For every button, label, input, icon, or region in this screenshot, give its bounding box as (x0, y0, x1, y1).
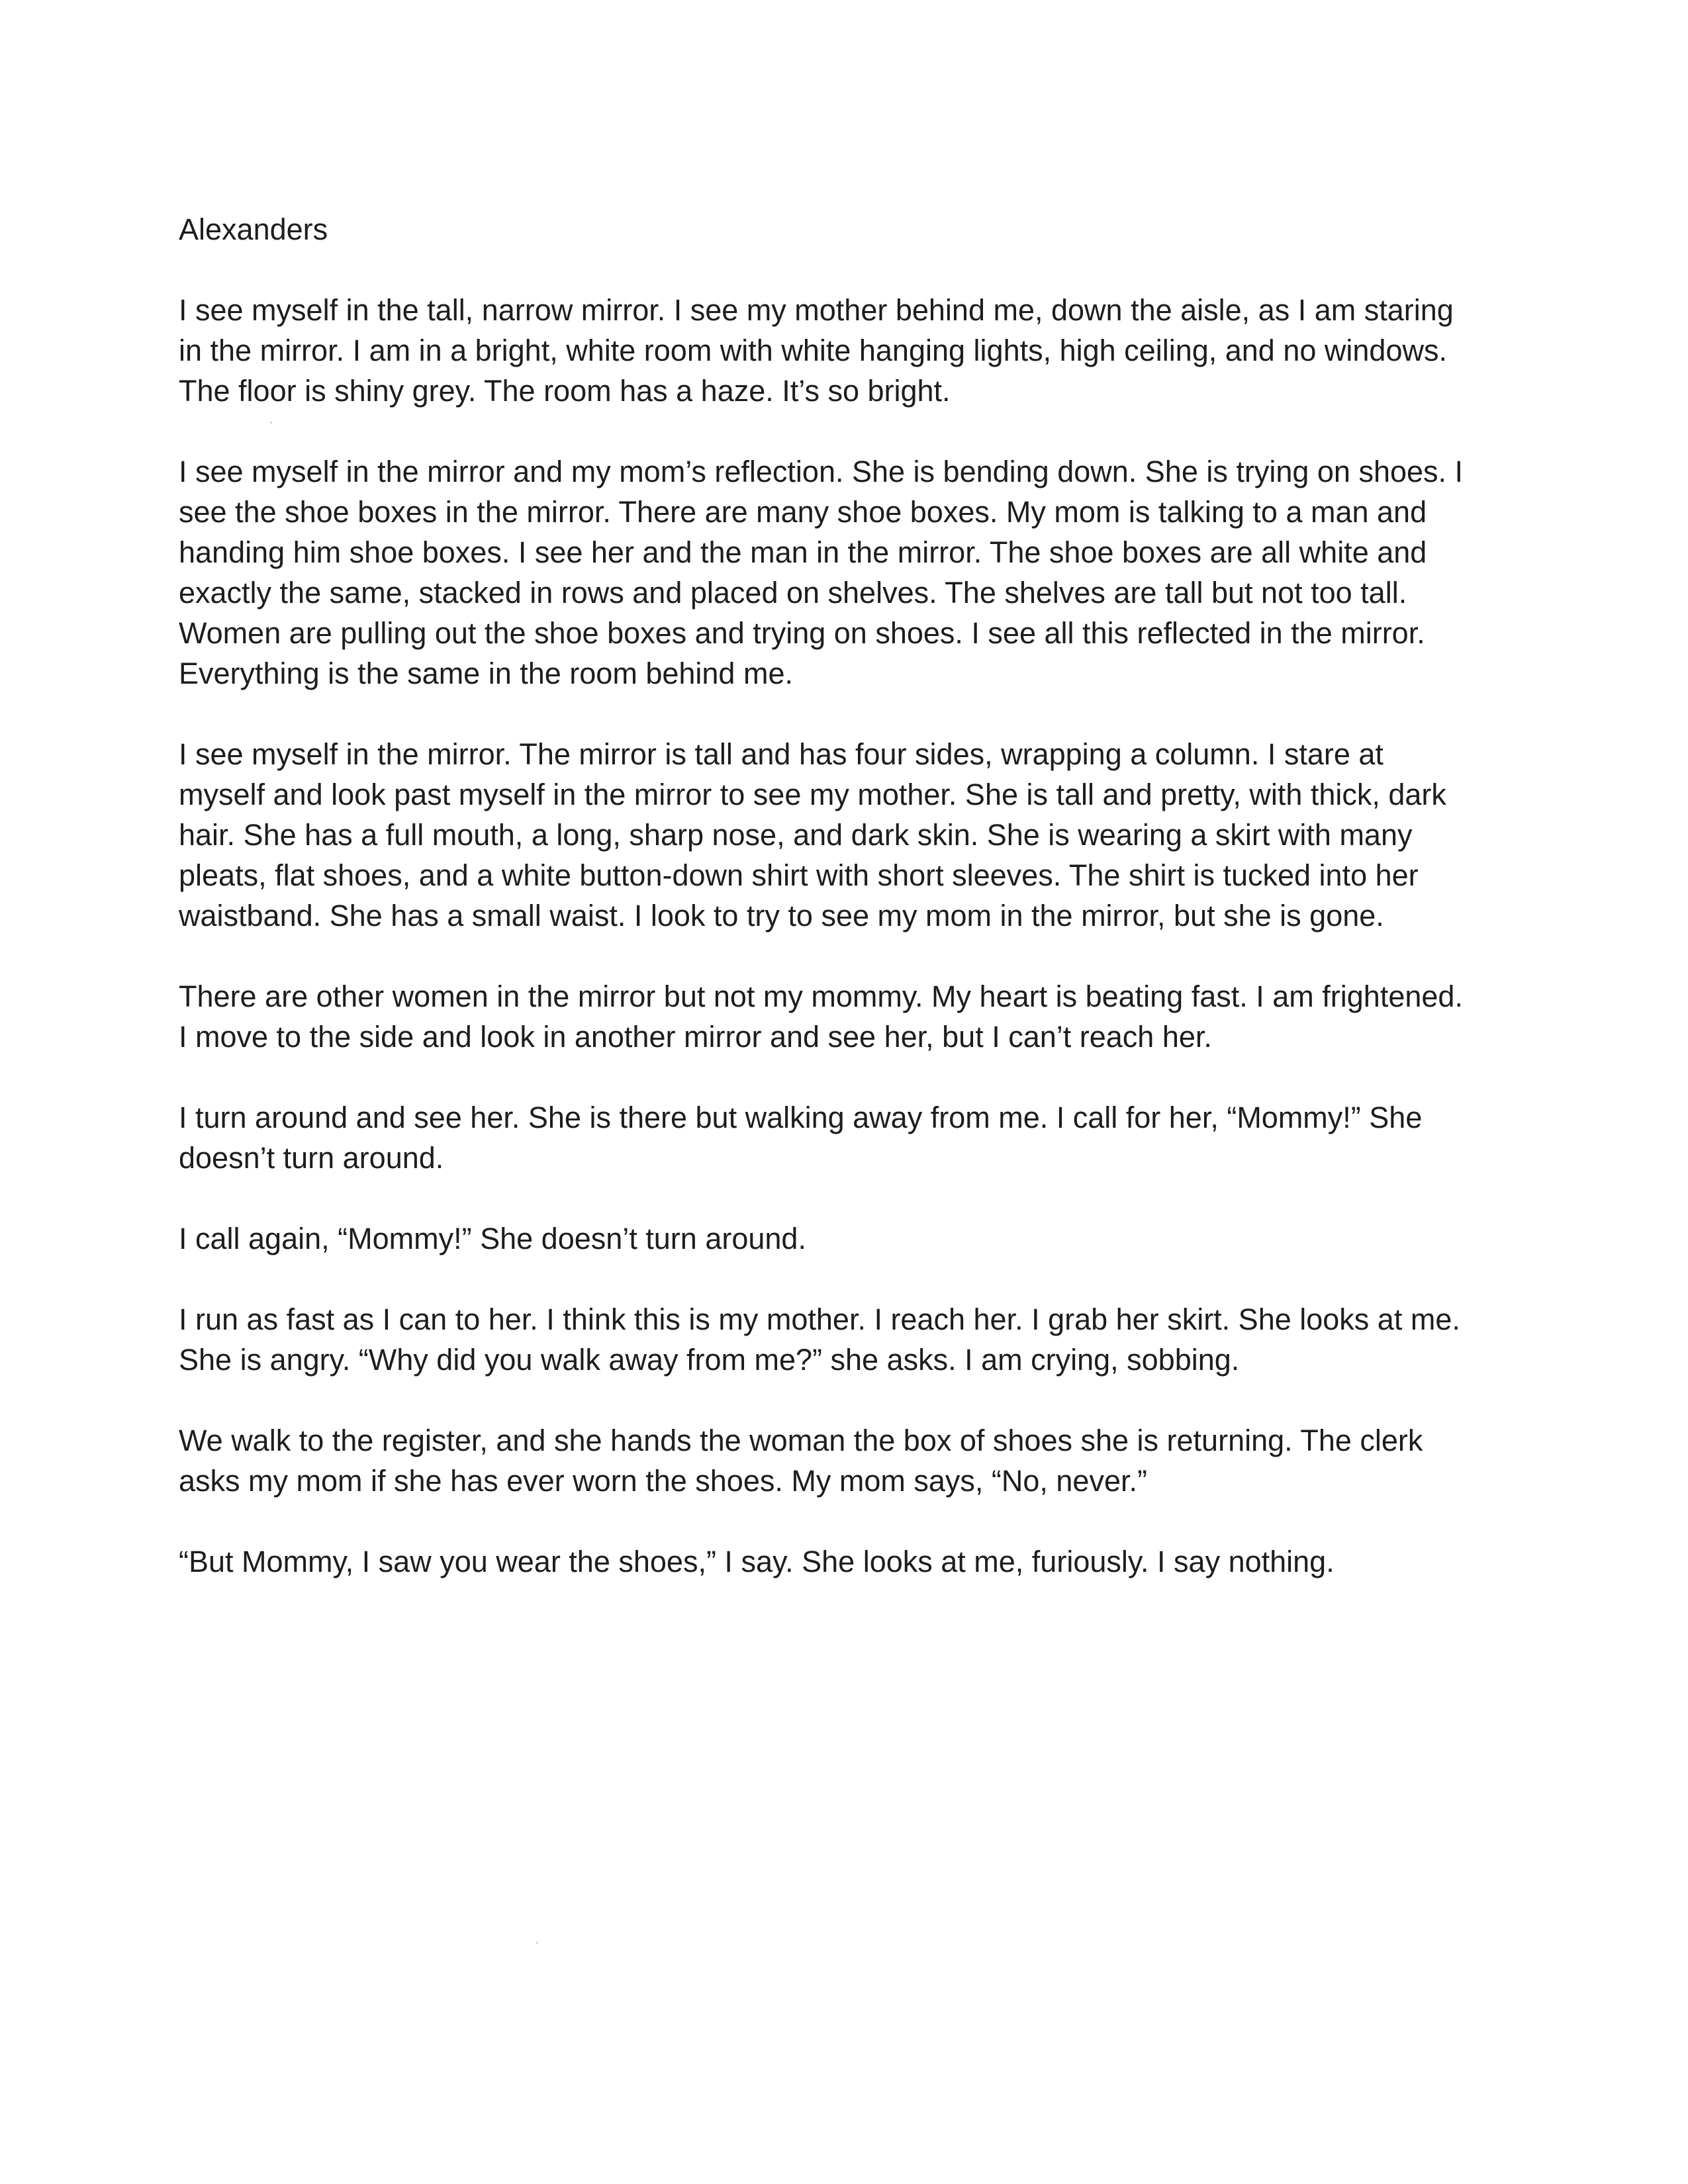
scan-speck (536, 1942, 538, 1944)
paragraph-3: I see myself in the mirror. The mirror is tall and has four sides, wrapping a column. I stare at myself and look past myself in the mirror to see my mother. She is tall and pretty, with thick, dark hair. She has a full mouth, a long, sharp nose, and dark skin. She is wearing a skirt with many pleats, flat shoes, and a white button-down shirt with short sleeves. The shirt is tucked into her waistband. She has a small waist. I look to try to see my mom in the mirror, but she is gone. (179, 737, 1446, 933)
document-title: Alexanders (179, 212, 328, 246)
paragraph-9: “But Mommy, I saw you wear the shoes,” I say. She looks at me, furiously. I say nothing. (179, 1545, 1335, 1578)
paragraph-2: I see myself in the mirror and my mom’s reflection. She is bending down. She is trying on shoes. I see the shoe boxes in the mirror. There are many shoe boxes. My mom is talking to a man and handing him shoe boxes. I see her and the man in the mirror. The shoe boxes are all white and exactly the same, stacked in rows and placed on shelves. The shelves are tall but not too tall. Women are pulling out the shoe boxes and trying on shoes. I see all this reflected in the mirror. Everything is the same in the room behind me. (179, 455, 1464, 690)
paragraph-6: I call again, “Mommy!” She doesn’t turn around. (179, 1222, 806, 1255)
scan-speck (270, 422, 272, 424)
paragraph-8: We walk to the register, and she hands the woman the box of shoes she is returning. The clerk asks my mom if she has ever worn the shoes. My mom says, “No, never.” (179, 1424, 1423, 1498)
paragraph-4: There are other women in the mirror but not my mommy. My heart is beating fast. I am frightened. I move to the side and look in another mirror and see her, but I can’t reach her. (179, 979, 1463, 1054)
document-body (179, 209, 1476, 1622)
paragraph-5: I turn around and see her. She is there but walking away from me. I call for her, “Mommy!” She doesn’t turn around. (179, 1101, 1423, 1175)
paragraph-1: I see myself in the tall, narrow mirror. I see my mother behind me, down the aisle, as I am staring in the mirror. I am in a bright, white room with white hanging lights, high ceiling, and no windows. The floor is shiny grey. The room has a haze. It’s so bright. (179, 293, 1454, 408)
paragraph-7: I run as fast as I can to her. I think this is my mother. I reach her. I grab her skirt. She looks at me. She is angry. “Why did you walk away from me?” she asks. I am crying, sobbing. (179, 1302, 1460, 1377)
